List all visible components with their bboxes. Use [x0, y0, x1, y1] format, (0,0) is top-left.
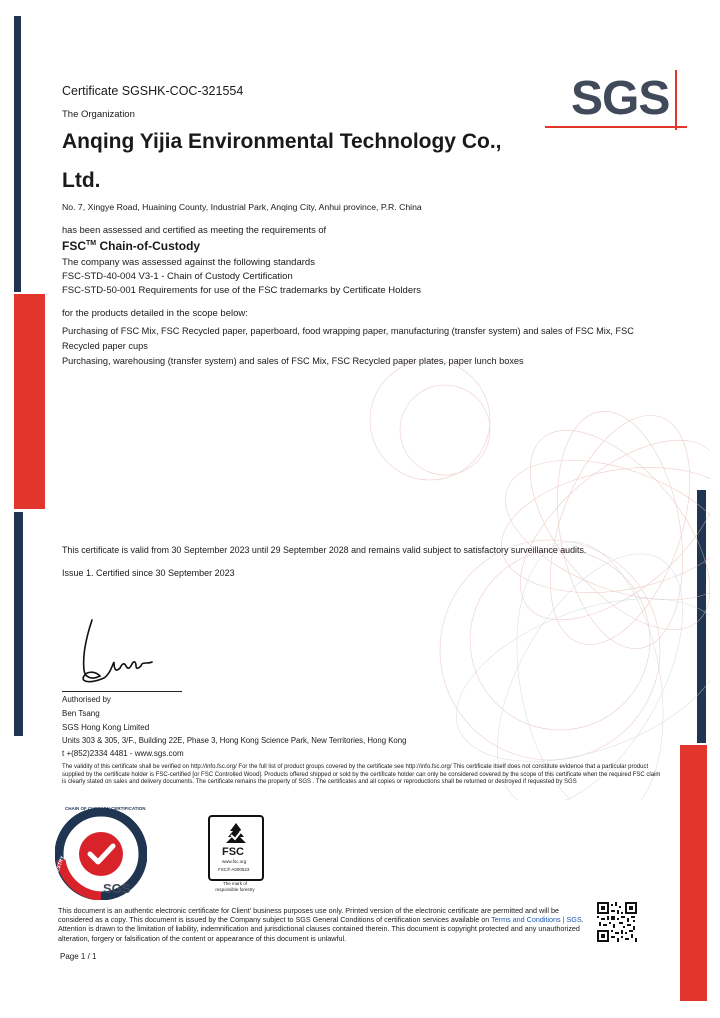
issue-statement: Issue 1. Certified since 30 September 2023	[62, 568, 235, 578]
scope-line: Purchasing of FSC Mix, FSC Recycled paper, paperboard, food wrapping paper, manufacturing (transfer system) and sales of FSC Mix, FSC	[62, 326, 634, 336]
signatory-address: Units 303 & 305, 3/F., Building 22E, Phase 3, Hong Kong Science Park, New Territories, Hong Kong	[62, 736, 407, 745]
footer-text-part1: This document is an authentic electronic certificate for Client' business purposes use only. Printed version of the electronic certificate are permitted and will be considered as a copy. This document is issued by the Company subject to SGS General Conditions of certification services available on	[58, 906, 560, 925]
standard-item: FSC-STD-50-001 Requirements for use of the FSC trademarks by Certificate Holders	[62, 285, 422, 296]
fsc-tagline: The mark of responsible forestry	[215, 881, 255, 892]
scope-line: Recycled paper cups	[62, 341, 148, 351]
signatory-company: SGS Hong Kong Limited	[62, 723, 150, 732]
footer-text-part2: . Attention is drawn to the limitation of liability, indemnification and jurisdictional clauses contained therein. This document is copyright protected and any unauthorized alteration, forgery or falsification of the content or appearance of this document is unlawful.	[58, 915, 584, 943]
assessed-statement: has been assessed and certified as meeting the requirements of	[62, 225, 327, 235]
scheme-name: Chain-of-Custody	[99, 239, 201, 253]
organization-name: Anqing Yijia Environmental Technology Co.,	[62, 130, 502, 153]
organization-label: The Organization	[62, 109, 135, 120]
sgs-logo-text: SGS	[571, 72, 670, 125]
sgs-logo	[545, 70, 687, 130]
coc-badge-top-text: CHAIN OF CUSTODY CERTIFICATION	[65, 806, 146, 811]
fsc-logo	[208, 815, 264, 881]
coc-badge-sgs: SGS	[103, 881, 131, 896]
footer-disclaimer	[58, 906, 588, 943]
organization-address: No. 7, Xingye Road, Huaining County, Industrial Park, Anqing City, Anhui province, P.R. China	[62, 202, 422, 212]
fsc-url: www.fsc.org	[222, 859, 247, 864]
certificate-number: Certificate SGSHK-COC-321554	[62, 84, 244, 98]
sgs-logo-horizontal-line	[545, 126, 687, 128]
fsc-logo-text: FSC	[222, 846, 244, 858]
left-navy-bar	[14, 16, 21, 292]
scope-line: Purchasing, warehousing (transfer system) and sales of FSC Mix, FSC Recycled paper plates, paper lunch boxes	[62, 356, 524, 366]
organization-name-line2: Ltd.	[62, 169, 101, 192]
authorised-by-label: Authorised by	[62, 695, 111, 704]
tree-checkmark-icon	[222, 821, 250, 845]
coc-badge-side-text: FORESTRY	[51, 855, 66, 883]
left-red-bar	[14, 294, 45, 509]
scheme-title	[62, 239, 200, 253]
terms-and-conditions-link[interactable]: Terms and Conditions | SGS	[491, 915, 582, 925]
coc-certification-badge	[51, 806, 147, 900]
validity-statement: This certificate is valid from 30 September 2023 until 29 September 2028 and remains valid subject to satisfactory surveillance audits.	[62, 545, 587, 555]
signature	[70, 612, 160, 692]
trademark: TM	[86, 240, 97, 247]
standards-intro: The company was assessed against the following standards	[62, 257, 315, 268]
page-number: Page 1 / 1	[60, 952, 97, 961]
validity-note: The validity of this certificate shall be verified on http://info.fsc.org/ For the full list of product groups covered by the certificate see http://info.fsc.org/ This certificate itself does not constitute evidence that a particular product supplied by the certificate holder is FSC-certified [or FSC Controlled Wood]. Products offered shipped or sold by the certificate holder can only be considered covered by the scope of this certificate when the required FSC claim is clearly stated on sales and delivery documents. The certificate remains the property of SGS . The certificates and all copies or reproductions shall be returned or destroyed if requested by SGS	[62, 764, 661, 786]
qr-code[interactable]	[597, 902, 637, 942]
signature-line	[62, 691, 182, 692]
signatory-contact: t +(852)2334 4481 - www.sgs.com	[62, 749, 184, 758]
left-navy-bar-lower	[14, 512, 23, 736]
scope-intro: for the products detailed in the scope below:	[62, 308, 248, 319]
sgs-logo-vertical-line	[675, 70, 677, 130]
fsc-text: FSC	[62, 239, 86, 253]
signatory-name: Ben Tsang	[62, 709, 100, 718]
standard-item: FSC-STD-40-004 V3-1 - Chain of Custody Certification	[62, 271, 293, 282]
fsc-licence: FSC® A000523	[218, 867, 250, 872]
